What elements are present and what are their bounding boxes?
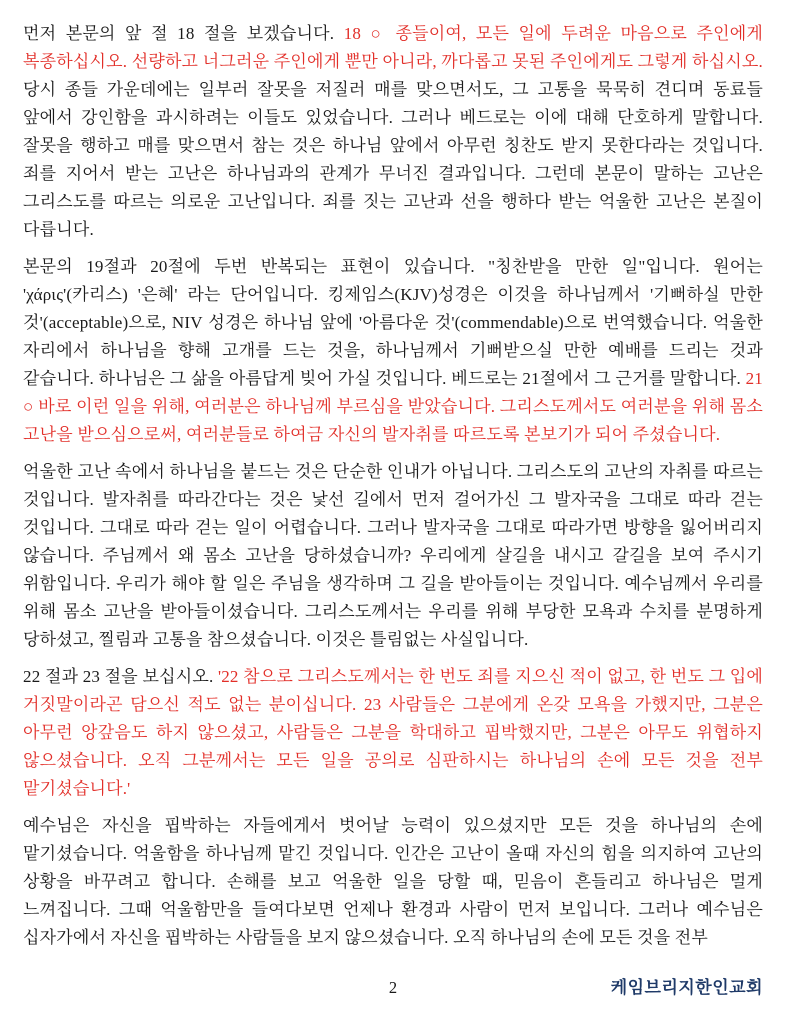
paragraph — [23, 812, 763, 952]
scripture-quote-text: 21 ○ 바로 이런 일을 위해, 여러분은 하나님께 부르심을 받았습니다. 그리스도께서도 여러분을 위해 몸소 고난을 받으심으로써, 여러분들로 하여금 자신의 발자취를 따르도록 본보기가 되어 주셨습니다. — [23, 369, 763, 444]
page-footer — [23, 974, 763, 1004]
body-text: 예수님은 자신을 핍박하는 자들에게서 벗어날 능력이 있으셨지만 모든 것을 하나님의 손에 맡기셨습니다. 억울함을 하나님께 맡긴 것입니다. 인간은 고난이 올때 자신의 힘을 의지하여 고난의 상황을 바꾸려고 합니다. 손해를 보고 억울한 일을 당할 때, 믿음이 흔들리고 하나님은 멀게 느껴집니다. 그때 억울함만을 들여다보면 언제나 환경과 사람이 먼저 보입니다. 그러나 예수님은 십자가에서 자신을 핍박하는 사람들을 보지 않으셨습니다. 오직 하나님의 손에 모든 것을 전부 — [23, 816, 763, 947]
paragraph — [23, 663, 763, 803]
paragraph — [23, 458, 763, 654]
body-text: 22 절과 23 절을 보십시오. — [23, 667, 218, 686]
paragraph — [23, 20, 763, 244]
body-text: 당시 종들 가운데에는 일부러 잘못을 저질러 매를 맞으면서도, 그 고통을 묵묵히 견디며 동료들 앞에서 강인함을 과시하려는 이들도 있었습니다. 그러나 베드로는 이에 대해 단호하게 말합니다. 잘못을 행하고 매를 맞으면서 참는 것은 하나님 앞에서 아무런 칭찬도 받지 못한다라는 것입니다. 죄를 지어서 받는 고난은 하나님과의 관계가 무너진 결과입니다. 그런데 본문이 말하는 고난은 그리스도를 따르는 의로운 고난입니다. 죄를 짓는 고난과 선을 행하다 받는 억울한 고난은 본질이 다릅니다. — [23, 80, 763, 239]
scripture-quote-text: '22 참으로 그리스도께서는 한 번도 죄를 지으신 적이 없고, 한 번도 그 입에 거짓말이라곤 담으신 적도 없는 분이십니다. 23 사람들은 그분에게 온갖 모욕을 가했지만, 그분은 아무런 앙갚음도 하지 않으셨고, 사람들은 그분을 학대하고 핍박했지만, 그분은 아무도 위협하지 않으셨습니다. 오직 그분께서는 모든 일을 공의로 심판하시는 하나님의 손에 모든 것을 전부 맡기셨습니다.' — [23, 667, 763, 798]
page-number: 2 — [388, 978, 398, 997]
church-name: 케임브리지한인교회 — [610, 978, 763, 997]
body-text: 본문의 19절과 20절에 두번 반복되는 표현이 있습니다. "칭찬받을 만한 일"입니다. 원어는 'χάρις'(카리스) '은혜' 라는 단어입니다. 킹제임스(KJV)성경은 이것을 하나님께서 '기뻐하실 만한 것'(acceptable)으로, NIV 성경은 하나님 앞에 '아름다운 것'(commendable)으로 번역했습니다. 억울한 자리에서 하나님을 향해 고개를 드는 것을, 하나님께서 기뻐받으실 만한 예배를 드리는 것과 같습니다. 하나님은 그 삶을 아름답게 빚어 가실 것입니다. 베드로는 21절에서 그 근거를 말합니다. — [23, 257, 763, 388]
body-text: 먼저 본문의 앞 절 18 절을 보겠습니다. — [23, 24, 344, 43]
body-text: 억울한 고난 속에서 하나님을 붙드는 것은 단순한 인내가 아닙니다. 그리스도의 고난의 자취를 따르는 것입니다. 발자취를 따라간다는 것은 낯선 길에서 먼저 걸어가신 그 발자국을 그대로 따라 걷는 것입니다. 그대로 따라 걷는 일이 어렵습니다. 그러나 발자국을 그대로 따라가면 방향을 잃어버리지 않습니다. 주님께서 왜 몸소 고난을 당하셨습니까? 우리에게 살길을 내시고 갈길을 보여 주시기 위함입니다. 우리가 해야 할 일은 주님을 생각하며 그 길을 받아들이는 것입니다. 예수님께서 우리를 위해 몸소 고난을 받아들이셨습니다. 그리스도께서는 우리를 위해 부당한 모욕과 수치를 분명하게 당하셨고, 찔림과 고통을 참으셨습니다. 이것은 틀림없는 사실입니다. — [23, 462, 763, 649]
sermon-body — [23, 20, 763, 952]
paragraph — [23, 253, 763, 449]
scripture-quote-text: 18 ○ 종들이여, 모든 일에 두려운 마음으로 주인에게 복종하십시오. 선량하고 너그러운 주인에게 뿐만 아니라, 까다롭고 못된 주인에게도 그렇게 하십시오. — [23, 24, 763, 71]
